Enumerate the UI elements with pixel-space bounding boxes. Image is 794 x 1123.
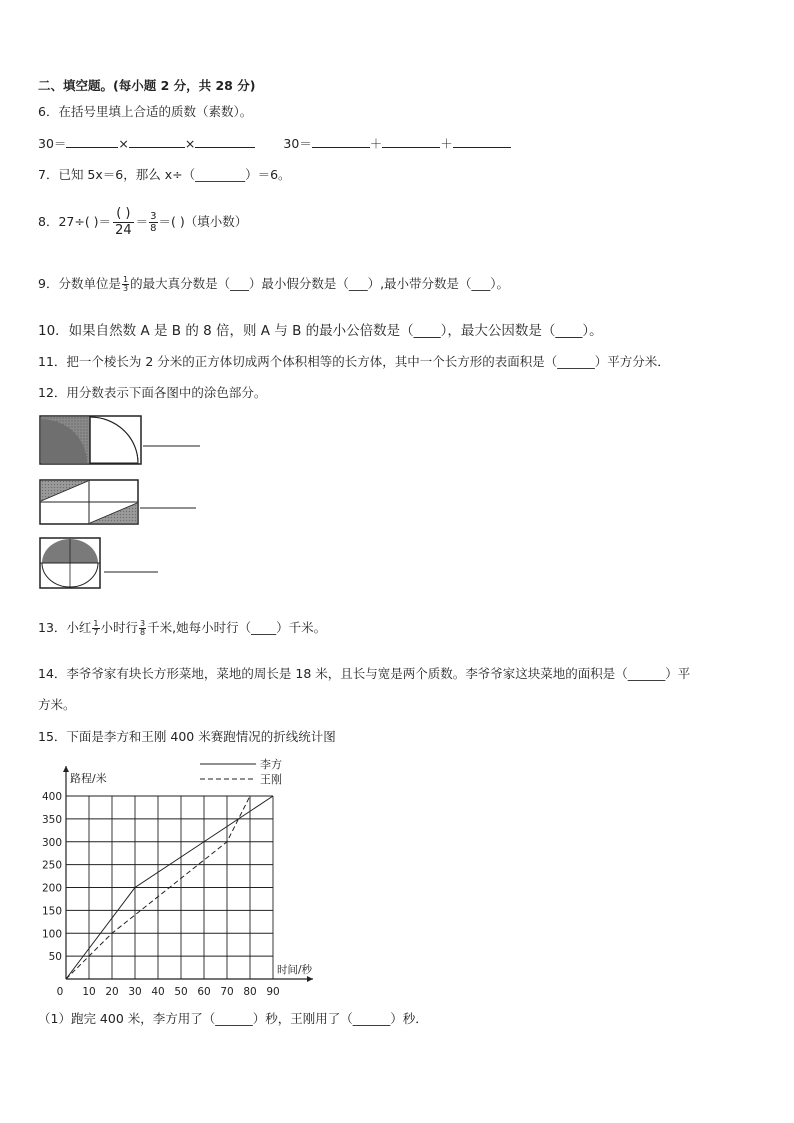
q6-blank-6[interactable]: [453, 135, 511, 148]
q8-small-fraction: [149, 211, 157, 234]
q8-eq1: ＝: [135, 214, 149, 229]
figure-1: [40, 416, 200, 464]
q13-tail: 千米,她每小时行（____）千米。: [147, 620, 327, 635]
q13-mid: 小时行: [100, 620, 139, 635]
y-tick-label: 200: [41, 882, 62, 895]
y-tick-label: 150: [41, 905, 62, 918]
q13-f1-num: 1: [93, 619, 99, 628]
question-8: [38, 202, 247, 242]
x-tick-label: 50: [174, 986, 188, 998]
q9-unit-fraction: [122, 276, 129, 293]
figure-2: [40, 480, 196, 524]
x-tick-label: 90: [266, 986, 280, 998]
question-15-sub-1: （1）跑完 400 米，李方用了（______）秒，王刚用了（______）秒．: [38, 1011, 428, 1026]
q8-tail: ＝( )（填小数）: [158, 214, 248, 229]
q8-small-den: 8: [150, 223, 157, 234]
q13-f1-den: 7: [93, 628, 99, 637]
legend-label-1: 李方: [260, 758, 282, 771]
q6-plus-1: ＋: [369, 136, 383, 151]
q6-right-prefix: 30＝: [283, 136, 312, 151]
line-chart: [30, 752, 340, 1002]
q13-fraction-2: [139, 620, 146, 637]
q13-f2-num: 3: [140, 619, 146, 628]
question-7: 7．已知 5x＝6，那么 x÷（________）＝6。: [38, 167, 291, 182]
q6-times-1: ×: [118, 136, 129, 151]
x-tick-label: 80: [243, 986, 257, 998]
y-axis-arrow: [63, 766, 69, 772]
x-axis-label: 时间/秒: [277, 964, 313, 976]
q9-lead: 9．分数单位是: [38, 276, 121, 291]
section-title: 二、填空题。(每小题 2 分，共 28 分): [38, 78, 256, 93]
question-12: 12．用分数表示下面各图中的涂色部分。: [38, 385, 267, 400]
q6-blank-2[interactable]: [129, 135, 185, 148]
question-13: [38, 620, 326, 637]
x-tick-label: 10: [82, 986, 96, 998]
y-axis-label: 路程/米: [70, 772, 107, 785]
question-6-equations: [38, 135, 511, 152]
y-tick-label: 100: [41, 928, 62, 941]
q6-blank-3[interactable]: [195, 135, 255, 148]
q8-frac-numerator: ( ): [113, 206, 134, 223]
q8-frac-denominator: 24: [115, 223, 132, 238]
legend-label-2: 王刚: [260, 773, 282, 786]
q9-tail: 的最大真分数是（___）最小假分数是（___）,最小带分数是（___）。: [130, 276, 510, 291]
x-tick-label: 70: [220, 986, 234, 998]
q6-times-2: ×: [184, 136, 196, 151]
q9-unit-den: 3: [122, 284, 129, 293]
question-9: [38, 276, 509, 293]
question-15: 15．下面是李方和王刚 400 米赛跑情况的折线统计图: [38, 729, 336, 744]
q13-lead: 13．小红: [38, 620, 92, 635]
q8-lead: 8．27÷( )＝: [38, 214, 112, 229]
question-14-line-1: 14．李爷爷家有块长方形菜地，菜地的周长是 18 米，且长与宽是两个质数。李爷爷家这块菜地的面积是（______）平: [38, 666, 691, 681]
q13-f2-den: 8: [140, 628, 146, 637]
q6-blank-5[interactable]: [382, 135, 440, 148]
q12-figures: [38, 414, 208, 589]
q6-plus-2: ＋: [440, 136, 453, 151]
y-tick-label: 350: [41, 813, 62, 826]
y-tick-label: 50: [48, 951, 62, 964]
q8-small-num: 3: [150, 211, 157, 222]
x-tick-label: 40: [151, 986, 165, 998]
question-14-line-2: 方米。: [38, 697, 76, 712]
q6-left-prefix: 30＝: [38, 136, 67, 151]
question-11: 11．把一个棱长为 2 分米的正方体切成两个体积相等的长方体，其中一个长方形的表面积是（______）平方分米．: [38, 354, 670, 369]
q13-fraction-1: [92, 620, 99, 637]
q8-big-fraction: [113, 206, 134, 239]
x-tick-label: 0: [56, 986, 64, 998]
q6-blank-4[interactable]: [312, 135, 370, 148]
y-tick-label: 400: [41, 791, 62, 803]
figure-3: [40, 538, 158, 588]
x-tick-label: 30: [128, 986, 142, 998]
y-tick-label: 300: [41, 836, 62, 849]
question-10: 10．如果自然数 A 是 B 的 8 倍，则 A 与 B 的最小公倍数是（____），最大公因数是（____）。: [38, 323, 603, 339]
question-6: 6．在括号里填上合适的质数（素数）。: [38, 104, 253, 119]
x-tick-label: 60: [197, 986, 211, 998]
x-tick-label: 20: [105, 986, 119, 998]
q6-blank-1[interactable]: [66, 135, 118, 148]
q9-unit-num: 1: [122, 275, 129, 284]
y-tick-label: 250: [41, 859, 62, 872]
x-axis-arrow: [307, 976, 313, 982]
